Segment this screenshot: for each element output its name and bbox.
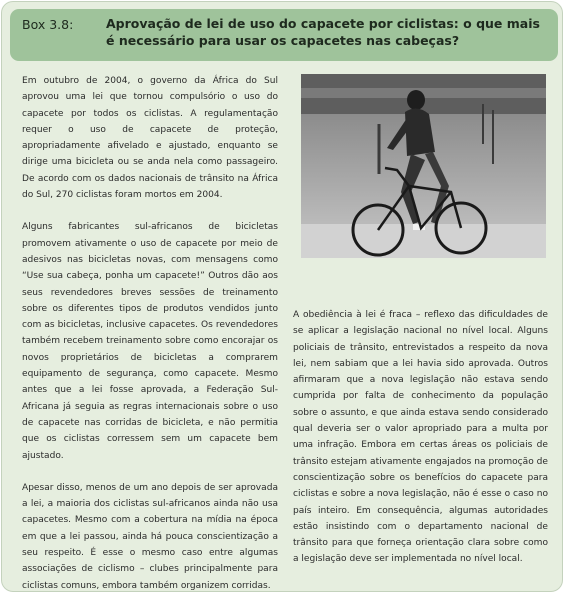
box-title [106,15,546,49]
info-box [1,1,563,592]
cyclist-photo [301,74,546,258]
left-paragraph-1: Em outubro de 2004, o governo da África do Sul aprovou uma lei que tornou compulsório o uso do capacete por todos os ciclistas. A regulamentação requer o uso de capacete de proteção, apropriadamente afivelado e ajustado, enquanto se dirige uma bicicleta ou se anda nela como passageiro. De acordo com os dados nacionais de trânsito na África do Sul, 270 ciclistas foram mortos em 2004. [22,76,278,201]
right-column [293,307,548,568]
cyclist-photo-icon [301,74,546,258]
left-paragraph-3: Apesar disso, menos de um ano depois de ser aprovada a lei, a maioria dos ciclistas sul-africanos ainda não usa capacetes. Mesmo com a cobertura na mídia na época em que a lei passou, ainda há pouca conscientização a seu respeito. É esse o mesmo caso entre algumas associações de ciclismo – clubes principalmente para ciclistas comuns, embora também organizem corridas. [22,482,278,591]
right-paragraph-1: A obediência à lei é fraca – reflexo das dificuldades de se aplicar a legislação nacional no nível local. Alguns policiais de trânsito, entrevistados a respeito da nova lei, nem sabiam que a lei havia sido aprovada. Outros afirmaram que a nova legislação não estava sendo cumprida por falta de conhecimento da população sobre o assunto, e que ainda estava sendo considerado qual deveria ser o valor apropriado para a multa por uma infração. Embora em certas áreas os policiais de trânsito estejam ativamente engajados na promoção de conscientização sobre os benefícios do capacete para ciclistas e sobre a nova legislação, não é esse o caso no país inteiro. Em consequência, algumas autoridades estão insistindo com o departamento nacional de trânsito para que forneça orientação clara sobre como a legislação deve ser implementada no nível local. [293,310,548,565]
box-title-line-1: Aprovação de lei de uso do capacete por ciclistas: o que mais [106,16,540,31]
box-label: Box 3.8: [22,17,74,32]
left-column [22,73,278,592]
box-title-line-2: é necessário para usar os capacetes nas cabeças? [106,33,460,48]
left-paragraph-2: Alguns fabricantes sul-africanos de bicicletas promovem ativamente o uso de capacete por meio de adesivos nas bicicletas novas, com mensagens como “Use sua cabeça, ponha um capacete!” Outros dão aos seus revendedores breves sessões de treinamento sobre os diferentes tipos de produtos vendidos junto com as bicicletas, inclusive capacetes. Os revendedores também recebem treinamento sobre como encorajar os novos proprietários de bicicletas a comprarem equipamento de segurança, como capacete. Mesmo antes que a lei fosse aprovada, a Federação Sul-Africana já seguia as regras internacionais sobre o uso de capacete nas corridas de bicicleta, e não permitia que os ciclistas corressem sem um capacete bem ajustado. [22,222,278,461]
box-header [10,9,558,61]
